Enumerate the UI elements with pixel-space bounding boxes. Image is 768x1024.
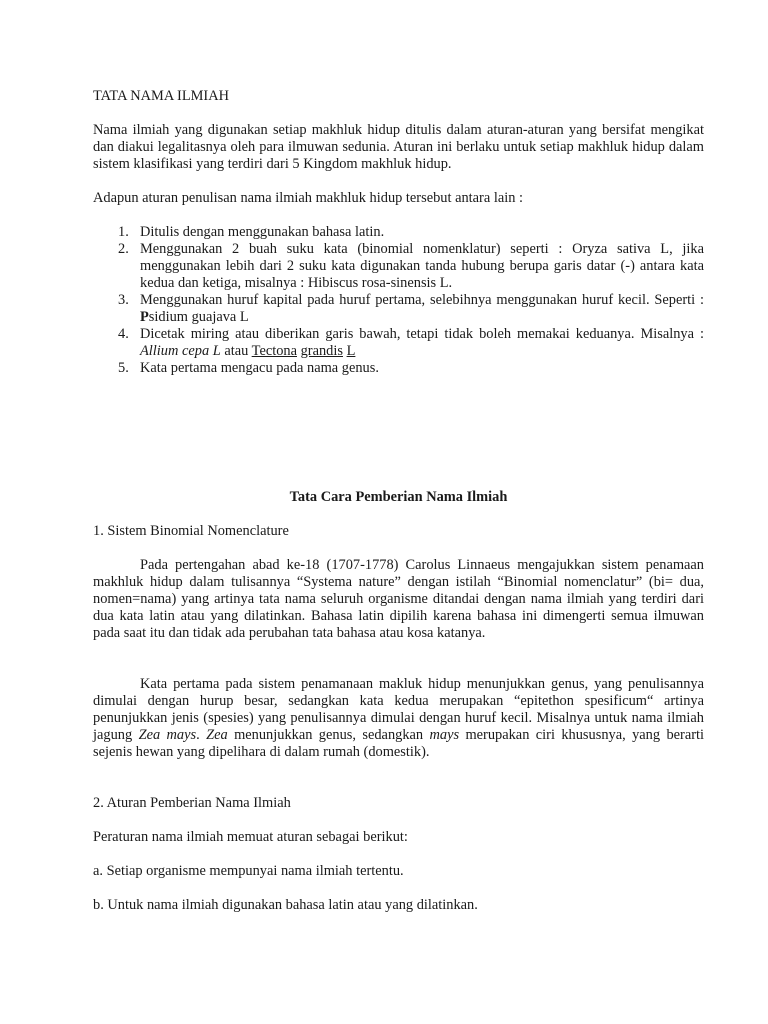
species-italic: Zea mays xyxy=(138,727,197,743)
subheading-rules: 2. Aturan Pemberian Nama Ilmiah xyxy=(93,795,291,811)
rule-number: 2. xyxy=(118,241,129,257)
list-item-a: a. Setiap organisme mempunyai nama ilmiah tertentu. xyxy=(93,863,404,879)
list-item-b: b. Untuk nama ilmiah digunakan bahasa latin atau yang dilatinkan. xyxy=(93,897,478,913)
rule-text: Menggunakan 2 buah suku kata (binomial nomenklatur) seperti : Oryza sativa L, jika menggunakan lebih dari 2 suku kata digunakan tanda hubung berupa garis datar (-) antara kata kedua dan ketiga, misalnya : Hibiscus rosa-sinensis L. xyxy=(140,241,704,291)
paragraph-text: menunjukkan genus, sedangkan xyxy=(227,727,430,743)
document-title: TATA NAMA ILMIAH xyxy=(93,88,229,104)
rule-item xyxy=(118,292,704,326)
example-italic: Allium cepa L xyxy=(140,343,221,359)
rule-text: sidium guajava L xyxy=(148,309,249,325)
rule-text: Ditulis dengan menggunakan bahasa latin. xyxy=(140,224,385,240)
rule-item xyxy=(118,241,704,292)
rule-number: 1. xyxy=(118,224,129,240)
example-underline: grandis xyxy=(300,343,343,359)
rule-bold-letter: P xyxy=(140,309,149,325)
rule-text: Kata pertama mengacu pada nama genus. xyxy=(140,360,379,376)
example-underline: L xyxy=(346,343,356,359)
rule-number: 4. xyxy=(118,326,129,342)
paragraph-text: . xyxy=(196,727,207,743)
rule-number: 5. xyxy=(118,360,129,376)
rule-text: atau xyxy=(220,343,252,359)
rules-statement: Peraturan nama ilmiah memuat aturan sebagai berikut: xyxy=(93,829,408,845)
paragraph-text: Kata pertama pada sistem penamanaan makluk hidup menunjukkan genus, yang penulisannya dimulai dengan hurup besar, sedangkan kata kedua merupakan “epitethon spesificum“ artinya penunjukkan jenis (spesies) yang penulisannya dimulai dengan huruf kecil. Misalnya untuk nama ilmiah jagung xyxy=(93,676,704,743)
rules-list xyxy=(93,224,704,377)
example-underline: Tectona xyxy=(251,343,297,359)
rule-text: Dicetak miring atau diberikan garis bawah, tetapi tidak boleh memakai keduanya. Misalnya : xyxy=(140,326,704,342)
epithet-italic: mays xyxy=(429,727,460,743)
genus-paragraph xyxy=(93,676,704,761)
paragraph-text: merupakan ciri khususnya, yang berarti sejenis hewan yang dipelihara di dalam rumah (domestik). xyxy=(93,727,704,760)
rule-number: 3. xyxy=(118,292,129,308)
intro-paragraph: Nama ilmiah yang digunakan setiap makhluk hidup ditulis dalam aturan-aturan yang bersifat mengikat dan diakui legalitasnya oleh para ilmuwan sedunia. Aturan ini berlaku untuk setiap makhluk hidup dalam sistem klasifikasi yang terdiri dari 5 Kingdom makhluk hidup. xyxy=(93,122,704,172)
section-heading: Tata Cara Pemberian Nama Ilmiah xyxy=(289,489,508,505)
rules-intro: Adapun aturan penulisan nama ilmiah makhluk hidup tersebut antara lain : xyxy=(93,190,523,206)
rule-item xyxy=(118,360,704,377)
genus-italic: Zea xyxy=(206,727,228,743)
subheading-binomial: 1. Sistem Binomial Nomenclature xyxy=(93,523,289,539)
binomial-paragraph: Pada pertengahan abad ke-18 (1707-1778) Carolus Linnaeus mengajukkan sistem penamaan makhluk hidup dalam tulisannya “Systema nature” dengan istilah “Binomial nomenclatur” (bi= dua, nomen=nama) yang artinya tata nama seluruh organisme ditandai dengan nama ilmiah yang terdiri dari dua kata latin atau yang dilatinkan. Bahasa latin dipilih karena bahasa ini dimengerti semua ilmuwan pada saat itu dan tidak ada perubahan tata bahasa atau kosa katanya. xyxy=(93,557,704,641)
rule-text: Menggunakan huruf kapital pada huruf pertama, selebihnya menggunakan huruf kecil. Seperti : xyxy=(140,292,704,308)
rule-item xyxy=(118,326,704,360)
rule-item xyxy=(118,224,704,241)
